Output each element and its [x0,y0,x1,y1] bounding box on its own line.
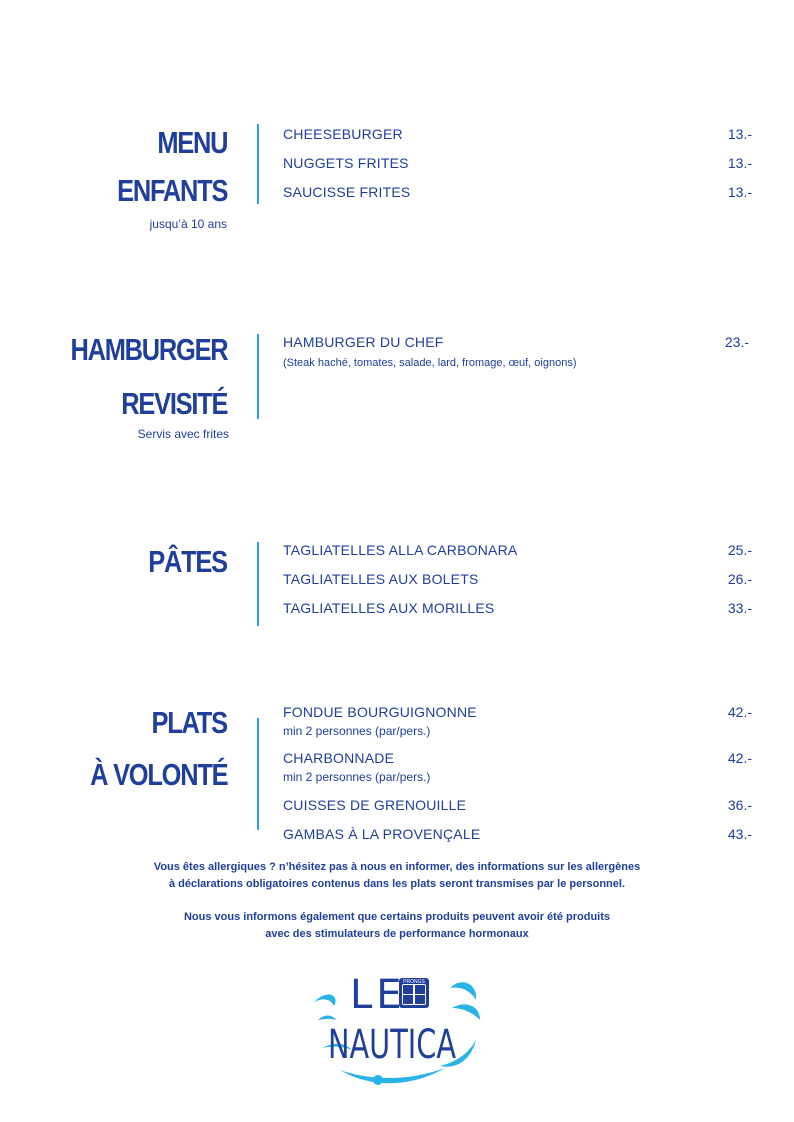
menu-item-price: 13.- [727,126,752,142]
menu-item-name: CHARBONNADE [283,750,395,766]
menu-item-name: HAMBURGER DU CHEF [283,334,444,350]
allergen-note-line: Vous êtes allergiques ? n’hésitez pas à nous en informer, des informations sur les allergènes [153,861,641,873]
menu-item-price: 43.- [727,826,752,842]
section-divider [257,718,259,830]
hormone-note-line: Nous vous informons également que certains produits peuvent avoir été produits [183,911,611,923]
menu-item-name: GAMBAS À LA PROVENÇALE [283,826,481,842]
menu-item-price: 42.- [727,704,752,720]
menu-item-detail: (Steak haché, tomates, salade, lard, fromage, œuf, oignons) [283,357,577,369]
menu-item-detail: min 2 personnes (par/pers.) [283,724,431,738]
shield-label: PRONGS [403,979,425,985]
section-divider [257,334,259,419]
logo-text-nautica: NAUTICA [328,1022,457,1068]
section-subtitle: jusqu’à 10 ans [149,217,227,231]
section-title-line: MENU [157,125,227,160]
section-divider [257,542,259,626]
menu-item-name: FONDUE BOURGUIGNONNE [283,704,477,720]
menu-item-price: 13.- [727,155,752,171]
menu-item-name: SAUCISSE FRITES [283,184,411,200]
section-title-line: À VOLONTÉ [89,757,227,792]
section-title-line: REVISITÉ [121,386,227,421]
menu-item-price: 25.- [727,542,752,558]
menu-item-price: 42.- [727,750,752,766]
menu-item-price: 13.- [727,184,752,200]
section-title-line: HAMBURGER [70,332,227,367]
section-subtitle: Servis avec frites [137,427,229,441]
hormone-note-line: avec des stimulateurs de performance hormonaux [265,928,529,940]
menu-item-price: 26.- [727,571,752,587]
menu-item-price: 23.- [724,334,749,350]
menu-item-name: NUGGETS FRITES [283,155,409,171]
section-title-line: PLATS [151,705,227,740]
menu-item-name: CHEESEBURGER [283,126,403,142]
allergen-note-line: à déclarations obligatoires contenus dans les plats seront transmises par le personnel. [168,878,626,890]
menu-item-price: 33.- [727,600,752,616]
logo-graphic [300,970,485,1090]
menu-item-detail: min 2 personnes (par/pers.) [283,770,431,784]
menu-item-name: TAGLIATELLES ALLA CARBONARA [283,542,518,558]
section-divider [257,124,259,204]
logo-text-le: LE [350,972,406,1018]
menu-item-name: TAGLIATELLES AUX MORILLES [283,600,495,616]
menu-item-name: CUISSES DE GRENOUILLE [283,797,467,813]
le-nautica-logo [300,970,485,1090]
section-title-line: PÂTES [148,544,227,579]
menu-item-price: 36.- [727,797,752,813]
section-title-line: ENFANTS [116,173,227,208]
menu-item-name: TAGLIATELLES AUX BOLETS [283,571,479,587]
